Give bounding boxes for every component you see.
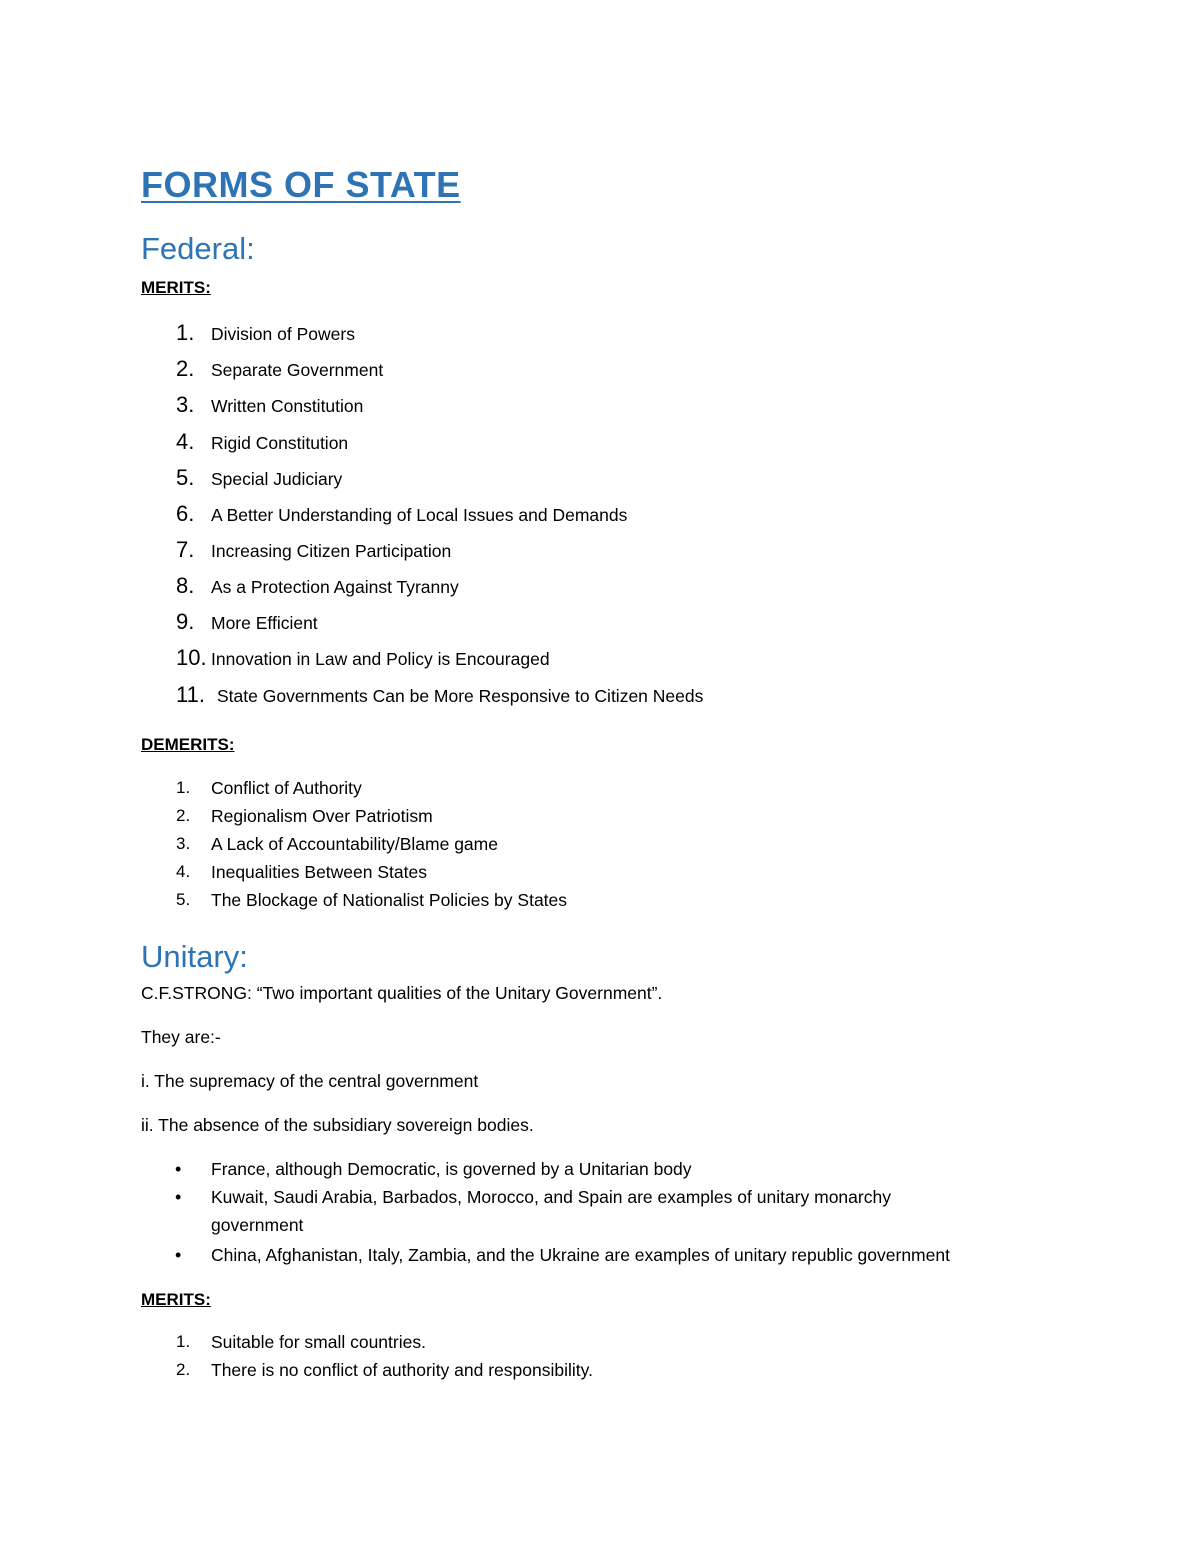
- unitary-heading: Unitary:: [141, 939, 248, 974]
- list-number: 3.: [176, 834, 191, 853]
- list-text: Suitable for small countries.: [211, 1332, 426, 1352]
- list-number: 9.: [176, 609, 195, 634]
- list-item: [0, 1159, 1200, 1189]
- list-item: [0, 1187, 1200, 1217]
- federal-heading: Federal:: [141, 231, 255, 266]
- list-item: [0, 778, 1200, 808]
- bullet-icon: •: [175, 1159, 182, 1179]
- list-item: [0, 1360, 1200, 1390]
- list-number: 7.: [176, 537, 195, 562]
- list-text: The Blockage of Nationalist Policies by States: [211, 890, 568, 910]
- list-text: Increasing Citizen Participation: [211, 541, 452, 561]
- list-number: 1.: [176, 320, 195, 345]
- unitary-quote: C.F.STRONG: “Two important qualities of the Unitary Government”.: [141, 983, 663, 1003]
- list-text: Regionalism Over Patriotism: [211, 806, 433, 826]
- list-text: A Lack of Accountability/Blame game: [211, 834, 498, 854]
- list-number: 5.: [176, 890, 191, 909]
- list-text: government: [211, 1215, 304, 1235]
- list-text: Innovation in Law and Policy is Encouraged: [211, 649, 550, 669]
- list-number: 6.: [176, 501, 195, 526]
- list-text: More Efficient: [211, 613, 318, 633]
- list-item: [0, 806, 1200, 836]
- list-number: 1.: [176, 1332, 191, 1351]
- list-text: Rigid Constitution: [211, 433, 349, 453]
- list-item: [0, 392, 1200, 426]
- list-item: [0, 609, 1200, 643]
- list-text: China, Afghanistan, Italy, Zambia, and the Ukraine are examples of unitary republic government: [211, 1245, 950, 1265]
- list-text: Conflict of Authority: [211, 778, 362, 798]
- list-text: France, although Democratic, is governed by a Unitarian body: [211, 1159, 692, 1179]
- they-are-text: They are:-: [141, 1027, 221, 1047]
- list-text: Separate Government: [211, 360, 384, 380]
- list-text: A Better Understanding of Local Issues and Demands: [211, 505, 628, 525]
- list-number: 11.: [176, 682, 205, 707]
- list-item-continuation: [0, 1215, 1200, 1245]
- list-number: 2.: [176, 806, 191, 825]
- list-text: Kuwait, Saudi Arabia, Barbados, Morocco, and Spain are examples of unitary monarchy: [211, 1187, 891, 1207]
- quality-1: i. The supremacy of the central government: [141, 1071, 479, 1091]
- list-item: [0, 1332, 1200, 1362]
- list-number: 2.: [176, 356, 195, 381]
- list-number: 5.: [176, 465, 195, 490]
- list-number: 2.: [176, 1360, 191, 1379]
- federal-demerits-label: DEMERITS:: [141, 735, 235, 754]
- list-text: Special Judiciary: [211, 469, 343, 489]
- list-item: [0, 862, 1200, 892]
- list-text: Inequalities Between States: [211, 862, 427, 882]
- bullet-icon: •: [175, 1245, 182, 1265]
- list-item: [0, 356, 1200, 390]
- list-item: [0, 429, 1200, 463]
- list-item: [0, 834, 1200, 864]
- list-number: 10.: [176, 645, 207, 670]
- list-item: [0, 320, 1200, 354]
- list-item: [0, 645, 1200, 679]
- list-text: Written Constitution: [211, 396, 364, 416]
- list-item: [0, 537, 1200, 571]
- list-text: There is no conflict of authority and responsibility.: [211, 1360, 593, 1380]
- list-number: 4.: [176, 429, 195, 454]
- federal-merits-label: MERITS:: [141, 278, 211, 297]
- unitary-merits-label: MERITS:: [141, 1290, 211, 1309]
- list-item: [0, 890, 1200, 920]
- list-number: 4.: [176, 862, 191, 881]
- quality-2: ii. The absence of the subsidiary sovereign bodies.: [141, 1115, 534, 1135]
- bullet-icon: •: [175, 1187, 182, 1207]
- list-item: [0, 1245, 1200, 1275]
- list-item: [0, 682, 1200, 716]
- list-item: [0, 465, 1200, 499]
- list-text: As a Protection Against Tyranny: [211, 577, 459, 597]
- list-text: State Governments Can be More Responsive to Citizen Needs: [217, 686, 704, 706]
- list-number: 8.: [176, 573, 195, 598]
- list-item: [0, 573, 1200, 607]
- page-title: FORMS OF STATE: [141, 164, 461, 205]
- list-text: Division of Powers: [211, 324, 355, 344]
- list-number: 1.: [176, 778, 191, 797]
- list-item: [0, 501, 1200, 535]
- list-number: 3.: [176, 392, 195, 417]
